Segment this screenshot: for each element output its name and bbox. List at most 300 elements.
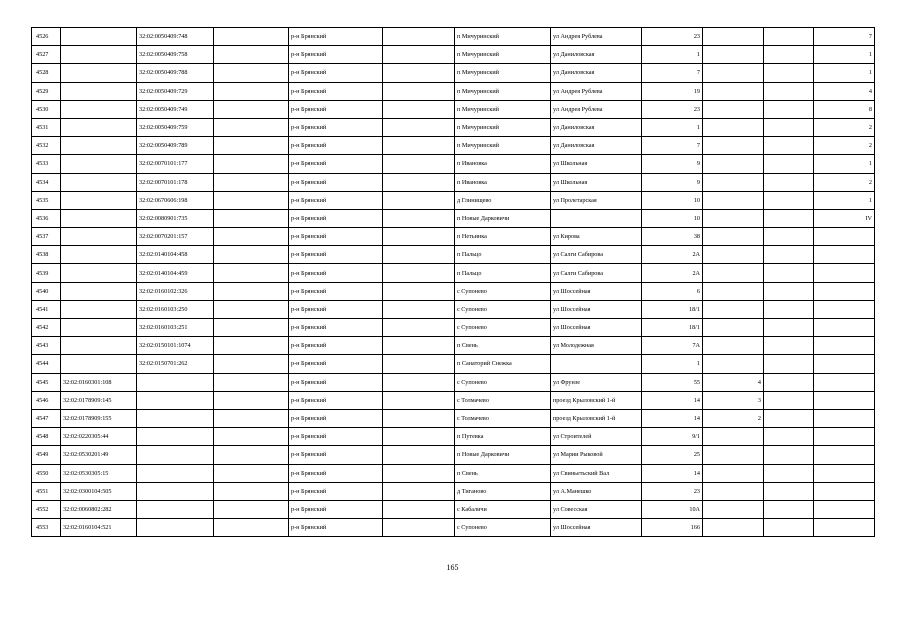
- table-cell: п Ивановка: [455, 155, 551, 173]
- table-cell: [214, 409, 289, 427]
- table-cell: [703, 100, 764, 118]
- table-cell: п Путевка: [455, 428, 551, 446]
- table-cell: с Кабаличи: [455, 500, 551, 518]
- table-cell: р-н Брянский: [289, 482, 383, 500]
- table-cell: 32:02:0150101:1074: [137, 337, 214, 355]
- table-cell: [214, 209, 289, 227]
- table-cell: п Новые Дарковичи: [455, 209, 551, 227]
- table-cell: ул Даниловская: [551, 137, 642, 155]
- table-cell: 4548: [32, 428, 61, 446]
- table-row: [32, 373, 875, 391]
- table-cell: 4540: [32, 282, 61, 300]
- table-cell: ул Молодежная: [551, 337, 642, 355]
- table-cell: [61, 209, 137, 227]
- table-cell: [383, 46, 455, 64]
- table-cell: 32:02:0160103:251: [137, 319, 214, 337]
- table-cell: 4530: [32, 100, 61, 118]
- table-cell: 32:02:0150701:262: [137, 355, 214, 373]
- table-cell: 4553: [32, 519, 61, 537]
- table-cell: 32:02:0070101:177: [137, 155, 214, 173]
- table-cell: 32:02:0160102:326: [137, 282, 214, 300]
- table-cell: [61, 46, 137, 64]
- table-cell: [703, 137, 764, 155]
- table-cell: ул Школьная: [551, 173, 642, 191]
- table-cell: п Санаторий Снежка: [455, 355, 551, 373]
- table-cell: [61, 191, 137, 209]
- table-cell: д Тиганово: [455, 482, 551, 500]
- table-cell: 4535: [32, 191, 61, 209]
- table-row: [32, 446, 875, 464]
- table-cell: ул Кирова: [551, 228, 642, 246]
- table-cell: р-н Брянский: [289, 373, 383, 391]
- table-cell: 2А: [642, 246, 703, 264]
- table-cell: 32:02:0160104:521: [61, 519, 137, 537]
- table-cell: 32:02:0050409:729: [137, 82, 214, 100]
- table-cell: 8: [814, 100, 875, 118]
- table-cell: [214, 118, 289, 136]
- table-cell: ул Андрея Рублева: [551, 82, 642, 100]
- table-cell: п Мичуринский: [455, 118, 551, 136]
- table-cell: р-н Брянский: [289, 446, 383, 464]
- table-cell: 4541: [32, 300, 61, 318]
- table-row: [32, 337, 875, 355]
- table-row: [32, 246, 875, 264]
- table-cell: [214, 264, 289, 282]
- table-cell: [383, 482, 455, 500]
- table-cell: [764, 337, 814, 355]
- table-row: [32, 228, 875, 246]
- table-cell: [61, 173, 137, 191]
- table-cell: [61, 264, 137, 282]
- table-cell: [383, 355, 455, 373]
- table-cell: 2: [814, 173, 875, 191]
- table-cell: [383, 264, 455, 282]
- table-cell: 3: [703, 391, 764, 409]
- table-cell: [703, 155, 764, 173]
- table-cell: [703, 64, 764, 82]
- table-cell: [764, 46, 814, 64]
- table-cell: проезд Крыловский 1-й: [551, 391, 642, 409]
- table-cell: ул Шоссейная: [551, 282, 642, 300]
- data-table: [31, 27, 875, 537]
- table-cell: с Супонево: [455, 300, 551, 318]
- table-cell: [814, 446, 875, 464]
- table-cell: ул Андрея Рублева: [551, 28, 642, 46]
- table-cell: [814, 355, 875, 373]
- table-cell: ул Совесская: [551, 500, 642, 518]
- table-cell: 2: [814, 137, 875, 155]
- table-cell: [61, 155, 137, 173]
- table-cell: 4533: [32, 155, 61, 173]
- table-cell: 32:02:0070201:157: [137, 228, 214, 246]
- table-cell: 1: [642, 46, 703, 64]
- table-cell: 32:02:0178909:155: [61, 409, 137, 427]
- table-cell: ул Шоссейная: [551, 319, 642, 337]
- table-cell: р-н Брянский: [289, 300, 383, 318]
- table-cell: 7А: [642, 337, 703, 355]
- table-cell: 2: [814, 118, 875, 136]
- table-row: [32, 355, 875, 373]
- table-cell: [214, 100, 289, 118]
- table-cell: 32:02:0178909:145: [61, 391, 137, 409]
- table-cell: [214, 373, 289, 391]
- table-row: [32, 264, 875, 282]
- table-cell: 4537: [32, 228, 61, 246]
- table-cell: 7: [814, 28, 875, 46]
- table-cell: 32:02:0060802:282: [61, 500, 137, 518]
- table-cell: 14: [642, 391, 703, 409]
- table-row: [32, 46, 875, 64]
- table-cell: п Мичуринский: [455, 64, 551, 82]
- table-cell: [703, 228, 764, 246]
- table-cell: 2: [703, 409, 764, 427]
- table-cell: р-н Брянский: [289, 319, 383, 337]
- table-cell: [764, 118, 814, 136]
- table-cell: [214, 428, 289, 446]
- table-cell: ул Даниловская: [551, 46, 642, 64]
- table-cell: 9: [642, 155, 703, 173]
- table-cell: [383, 246, 455, 264]
- table-cell: п Пальцо: [455, 264, 551, 282]
- table-row: [32, 391, 875, 409]
- table-cell: 4526: [32, 28, 61, 46]
- table-cell: р-н Брянский: [289, 500, 383, 518]
- table-cell: [383, 173, 455, 191]
- table-cell: 1: [642, 118, 703, 136]
- table-cell: 1: [814, 46, 875, 64]
- table-cell: [214, 319, 289, 337]
- table-cell: ул Шоссейная: [551, 300, 642, 318]
- table-cell: [137, 464, 214, 482]
- table-cell: п Мичуринский: [455, 28, 551, 46]
- table-cell: 32:02:0530305:15: [61, 464, 137, 482]
- table-cell: [61, 337, 137, 355]
- table-cell: [814, 500, 875, 518]
- table-cell: [383, 319, 455, 337]
- table-cell: 10А: [642, 500, 703, 518]
- table-cell: [137, 519, 214, 537]
- table-cell: 32:02:0300104:505: [61, 482, 137, 500]
- table-cell: [764, 82, 814, 100]
- table-cell: 32:02:0050409:789: [137, 137, 214, 155]
- table-cell: ул Шоссейная: [551, 519, 642, 537]
- table-cell: [383, 28, 455, 46]
- table-cell: [214, 391, 289, 409]
- table-cell: [703, 209, 764, 227]
- table-cell: [383, 118, 455, 136]
- table-cell: 4546: [32, 391, 61, 409]
- table-cell: 4: [814, 82, 875, 100]
- table-cell: [703, 46, 764, 64]
- table-cell: [764, 264, 814, 282]
- table-cell: 32:02:0050409:759: [137, 118, 214, 136]
- table-cell: [61, 319, 137, 337]
- table-cell: с Супонево: [455, 519, 551, 537]
- table-cell: [551, 355, 642, 373]
- table-cell: с Супонево: [455, 282, 551, 300]
- table-cell: 4539: [32, 264, 61, 282]
- table-cell: р-н Брянский: [289, 409, 383, 427]
- table-cell: [383, 209, 455, 227]
- table-cell: [214, 137, 289, 155]
- table-cell: [61, 300, 137, 318]
- table-cell: 23: [642, 100, 703, 118]
- table-cell: 4552: [32, 500, 61, 518]
- table-row: [32, 482, 875, 500]
- table-cell: [383, 373, 455, 391]
- table-cell: 19: [642, 82, 703, 100]
- table-cell: 4536: [32, 209, 61, 227]
- table-cell: [137, 428, 214, 446]
- table-cell: [61, 82, 137, 100]
- table-cell: [764, 209, 814, 227]
- table-cell: р-н Брянский: [289, 155, 383, 173]
- table-cell: 9/1: [642, 428, 703, 446]
- table-cell: [764, 355, 814, 373]
- table-cell: д Глинищево: [455, 191, 551, 209]
- table-cell: р-н Брянский: [289, 391, 383, 409]
- table-cell: 32:02:0140104:459: [137, 264, 214, 282]
- table-row: [32, 137, 875, 155]
- table-cell: п Мичуринский: [455, 137, 551, 155]
- table-cell: [764, 428, 814, 446]
- table-cell: ул Строителей: [551, 428, 642, 446]
- table-cell: 1: [814, 191, 875, 209]
- table-cell: [814, 519, 875, 537]
- table-cell: [214, 355, 289, 373]
- table-cell: [764, 373, 814, 391]
- table-cell: р-н Брянский: [289, 64, 383, 82]
- table-cell: п Нетьинка: [455, 228, 551, 246]
- table-cell: р-н Брянский: [289, 337, 383, 355]
- table-cell: [764, 246, 814, 264]
- table-cell: [214, 191, 289, 209]
- table-cell: [61, 137, 137, 155]
- table-cell: 25: [642, 446, 703, 464]
- table-cell: [814, 409, 875, 427]
- table-cell: р-н Брянский: [289, 173, 383, 191]
- table-cell: [383, 64, 455, 82]
- table-row: [32, 118, 875, 136]
- table-cell: 4547: [32, 409, 61, 427]
- table-row: [32, 464, 875, 482]
- table-cell: 166: [642, 519, 703, 537]
- table-cell: [814, 391, 875, 409]
- table-cell: 4: [703, 373, 764, 391]
- table-cell: [703, 28, 764, 46]
- table-cell: п Ивановка: [455, 173, 551, 191]
- table-cell: 1: [642, 355, 703, 373]
- table-cell: 38: [642, 228, 703, 246]
- table-row: [32, 500, 875, 518]
- table-cell: 32:02:0080901:735: [137, 209, 214, 227]
- table-cell: 10: [642, 209, 703, 227]
- table-row: [32, 155, 875, 173]
- table-cell: с Супонево: [455, 373, 551, 391]
- table-cell: [764, 446, 814, 464]
- table-cell: [764, 319, 814, 337]
- table-cell: [383, 82, 455, 100]
- table-cell: [764, 464, 814, 482]
- table-cell: 9: [642, 173, 703, 191]
- table-cell: [703, 282, 764, 300]
- table-cell: п Новые Дарковичи: [455, 446, 551, 464]
- table-cell: 4551: [32, 482, 61, 500]
- table-cell: [214, 246, 289, 264]
- table-cell: [137, 373, 214, 391]
- table-cell: [214, 228, 289, 246]
- table-cell: [214, 300, 289, 318]
- table-cell: р-н Брянский: [289, 100, 383, 118]
- table-cell: [703, 191, 764, 209]
- table-cell: [764, 191, 814, 209]
- table-cell: 14: [642, 409, 703, 427]
- table-cell: [383, 464, 455, 482]
- table-cell: ул Салги Сабирова: [551, 264, 642, 282]
- table-cell: р-н Брянский: [289, 118, 383, 136]
- table-cell: [61, 282, 137, 300]
- table-cell: 6: [642, 282, 703, 300]
- table-cell: п Мичуринский: [455, 100, 551, 118]
- table-cell: [703, 428, 764, 446]
- table-cell: [214, 82, 289, 100]
- table-cell: 32:02:0050409:749: [137, 100, 214, 118]
- table-row: [32, 28, 875, 46]
- table-row: [32, 409, 875, 427]
- table-cell: [383, 282, 455, 300]
- table-cell: [814, 228, 875, 246]
- table-cell: ул Марии Рыковой: [551, 446, 642, 464]
- table-cell: [703, 300, 764, 318]
- table-cell: р-н Брянский: [289, 82, 383, 100]
- table-cell: [703, 82, 764, 100]
- table-cell: [61, 355, 137, 373]
- table-cell: [764, 173, 814, 191]
- table-cell: [764, 500, 814, 518]
- table-cell: р-н Брянский: [289, 228, 383, 246]
- table-cell: [383, 155, 455, 173]
- table-cell: 32:02:0220305:44: [61, 428, 137, 446]
- table-cell: 4542: [32, 319, 61, 337]
- table-cell: [764, 282, 814, 300]
- table-cell: р-н Брянский: [289, 246, 383, 264]
- table-cell: 14: [642, 464, 703, 482]
- table-cell: 23: [642, 482, 703, 500]
- table-cell: [137, 391, 214, 409]
- table-cell: р-н Брянский: [289, 191, 383, 209]
- table-cell: р-н Брянский: [289, 428, 383, 446]
- table-cell: [703, 319, 764, 337]
- table-cell: [383, 228, 455, 246]
- table-cell: [383, 428, 455, 446]
- table-cell: р-н Брянский: [289, 519, 383, 537]
- table-cell: [137, 482, 214, 500]
- page-number: 165: [446, 563, 459, 572]
- table-cell: [764, 28, 814, 46]
- table-cell: 4538: [32, 246, 61, 264]
- table-cell: [61, 228, 137, 246]
- table-row: [32, 82, 875, 100]
- table-cell: [764, 391, 814, 409]
- table-cell: [814, 282, 875, 300]
- table-cell: [214, 500, 289, 518]
- table-cell: ул Салги Сабирова: [551, 246, 642, 264]
- table-cell: [764, 155, 814, 173]
- table-cell: 32:02:0070101:178: [137, 173, 214, 191]
- table-cell: [383, 300, 455, 318]
- table-cell: [214, 46, 289, 64]
- table-cell: IV: [814, 209, 875, 227]
- table-cell: [814, 428, 875, 446]
- table-cell: [764, 100, 814, 118]
- table-cell: [703, 519, 764, 537]
- table-cell: с Толмачево: [455, 391, 551, 409]
- table-cell: [703, 118, 764, 136]
- table-cell: с Толмачево: [455, 409, 551, 427]
- table-cell: п Пальцо: [455, 246, 551, 264]
- table-cell: 32:02:0160103:250: [137, 300, 214, 318]
- table-cell: [214, 446, 289, 464]
- table-cell: [383, 446, 455, 464]
- table-cell: [764, 228, 814, 246]
- table-cell: [814, 246, 875, 264]
- table-cell: [814, 482, 875, 500]
- table-cell: [61, 118, 137, 136]
- table-cell: [214, 155, 289, 173]
- table-cell: 4549: [32, 446, 61, 464]
- table-cell: [551, 209, 642, 227]
- table-row: [32, 64, 875, 82]
- table-cell: 32:02:0160301:108: [61, 373, 137, 391]
- table-cell: [764, 64, 814, 82]
- table-cell: 32:02:0050409:758: [137, 46, 214, 64]
- table-cell: 4550: [32, 464, 61, 482]
- table-cell: [61, 64, 137, 82]
- table-cell: [703, 464, 764, 482]
- table-cell: р-н Брянский: [289, 282, 383, 300]
- table-cell: [764, 137, 814, 155]
- table-cell: [814, 264, 875, 282]
- table-cell: п Мичуринский: [455, 46, 551, 64]
- table-row: [32, 209, 875, 227]
- table-cell: [814, 337, 875, 355]
- table-cell: [764, 300, 814, 318]
- table-cell: [61, 246, 137, 264]
- table-cell: р-н Брянский: [289, 46, 383, 64]
- table-cell: [383, 191, 455, 209]
- table-cell: 7: [642, 137, 703, 155]
- table-row: [32, 428, 875, 446]
- table-cell: [214, 28, 289, 46]
- table-cell: [383, 337, 455, 355]
- table-row: [32, 319, 875, 337]
- table-cell: ул Пролетарская: [551, 191, 642, 209]
- table-cell: [214, 282, 289, 300]
- table-cell: 1: [814, 155, 875, 173]
- table-row: [32, 519, 875, 537]
- table-cell: [814, 464, 875, 482]
- table-row: [32, 300, 875, 318]
- table-cell: 4527: [32, 46, 61, 64]
- table-cell: ул А.Манешко: [551, 482, 642, 500]
- table-cell: проезд Крыловский 1-й: [551, 409, 642, 427]
- table-cell: 32:02:0050409:788: [137, 64, 214, 82]
- table-cell: [137, 500, 214, 518]
- table-cell: [137, 409, 214, 427]
- table-cell: [214, 482, 289, 500]
- table-cell: [814, 300, 875, 318]
- table-cell: [703, 446, 764, 464]
